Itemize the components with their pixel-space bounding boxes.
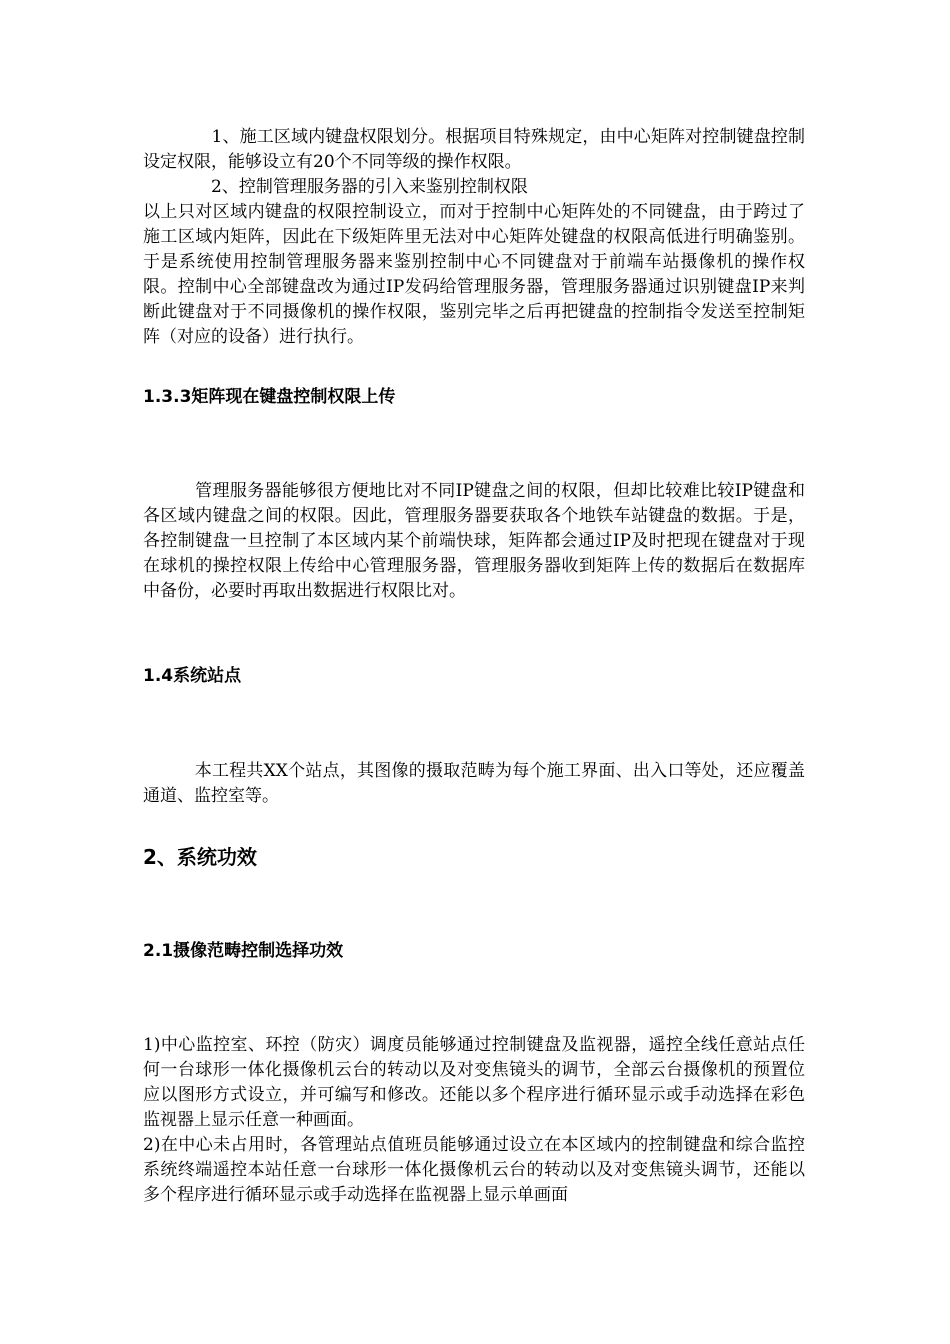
paragraph-control-server-intro: 2、控制管理服务器的引入来鉴别控制权限 (143, 177, 528, 197)
paragraph-permission-upload: 管理服务器能够很方便地比对不同IP键盘之间的权限，但却比较难比较IP键盘和各区域内键盘之间的权限。因此，管理服务器要获取各个地铁车站键盘的数据。于是，各控制键盘一旦控制了本区域内某个前端快球，矩阵都会通过IP及时把现在键盘对于现在球机的操控权限上传给中心管理服务器，管理服务器收到矩阵上传的数据后在数据库中备份，必要时再取出数据进行权限比对。 (143, 481, 805, 601)
paragraph-keyboard-permission-division: 1、施工区域内键盘权限划分。根据项目特殊规定，由中心矩阵对控制键盘控制设定权限，能够设立有20个不同等级的操作权限。 (143, 127, 805, 172)
paragraph-central-monitoring: 1)中心监控室、环控（防灾）调度员能够通过控制键盘及监视器，遥控全线任意站点任何一台球形一体化摄像机云台的转动以及对变焦镜头的调节，全部云台摄像机的预置位应以图形方式设立，并可编写和修改。还能以多个程序进行循环显示或手动选择在彩色监视器上显示任意一种画面。 (143, 1035, 805, 1130)
heading-1-3-3: 1.3.3矩阵现在键盘控制权限上传 (143, 387, 396, 407)
paragraph-station-monitoring: 2)在中心未占用时，各管理站点值班员能够通过设立在本区域内的控制键盘和综合监控系统终端遥控本站任意一台球形一体化摄像机云台的转动以及对变焦镜头调节，还能以多个程序进行循环显示或手动选择在监视器上显示单画面 (143, 1135, 805, 1205)
heading-2: 2、系统功效 (143, 845, 257, 869)
heading-2-1: 2.1摄像范畴控制选择功效 (143, 941, 344, 961)
paragraph-system-stations: 本工程共XX个站点，其图像的摄取范畴为每个施工界面、出入口等处，还应覆盖通道、监控室等。 (143, 761, 805, 806)
heading-1-4: 1.4系统站点 (143, 666, 242, 686)
paragraph-permission-authentication: 以上只对区域内键盘的权限控制设立，而对于控制中心矩阵处的不同键盘，由于跨过了施工区域内矩阵，因此在下级矩阵里无法对中心矩阵处键盘的权限高低进行明确鉴别。于是系统使用控制管理服务器来鉴别控制中心不同键盘对于前端车站摄像机的操作权限。控制中心全部键盘改为通过IP发码给管理服务器，管理服务器通过识别键盘IP来判断此键盘对于不同摄像机的操作权限，鉴别完毕之后再把键盘的控制指令发送至控制矩阵（对应的设备）进行执行。 (143, 202, 805, 347)
